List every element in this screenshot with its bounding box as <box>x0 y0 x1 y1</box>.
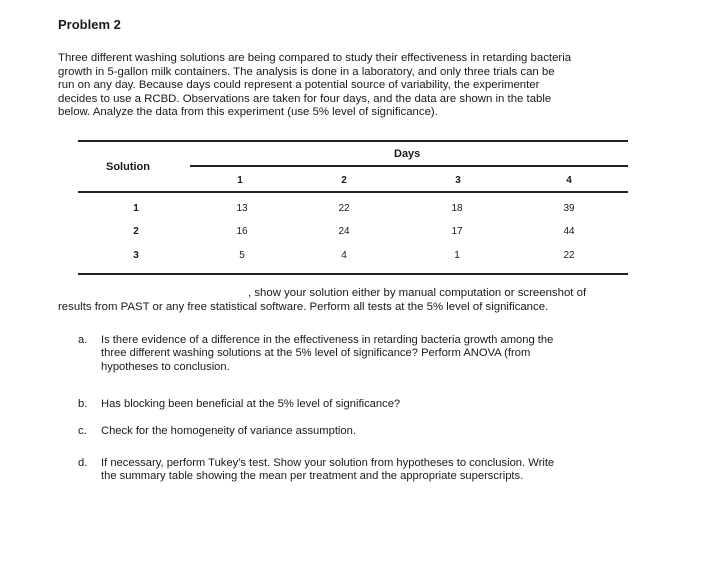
table-cell: 44 <box>563 226 575 237</box>
instructions <box>58 287 648 314</box>
instructions-line: , show your solution either by manual computation or screenshot of <box>248 287 587 299</box>
solution-header: Solution <box>106 161 150 173</box>
question-b <box>78 398 648 411</box>
question-a <box>78 334 648 374</box>
question-line: three different washing solutions at the 5% level of significance? Perform ANOVA (from <box>101 347 531 360</box>
solution-label: 1 <box>133 203 139 214</box>
table-bottom-rule <box>78 273 628 275</box>
question-line: hypotheses to conclusion. <box>101 360 230 373</box>
day-label: 4 <box>566 175 572 186</box>
table-cell: 1 <box>454 250 460 261</box>
question-text <box>101 398 648 411</box>
question-line: If necessary, perform Tukey's test. Show your solution from hypotheses to conclusion. Write <box>101 457 555 469</box>
intro-line: run on any day. Because days could represent a potential source of variability, the experimenter <box>58 79 540 92</box>
day-label: 2 <box>341 175 347 186</box>
data-table <box>78 140 628 275</box>
table-cell: 16 <box>236 226 248 237</box>
question-line: Is there evidence of a difference in the effectiveness in retarding bacteria growth among the <box>101 334 554 346</box>
problem-intro <box>58 52 654 120</box>
days-underline-rule <box>190 165 628 167</box>
question-text <box>101 425 648 438</box>
table-cell: 24 <box>338 226 350 237</box>
question-d <box>78 457 648 484</box>
question-letter: b. <box>78 398 88 410</box>
table-cell: 5 <box>239 250 245 261</box>
header-bottom-rule <box>78 191 628 193</box>
day-label: 3 <box>455 175 461 186</box>
instructions-line: results from PAST or any free statistical software. Perform all tests at the 5% level of significance. <box>58 300 549 313</box>
table-cell: 18 <box>451 203 463 214</box>
solution-label: 2 <box>133 226 139 237</box>
question-line: Check for the homogeneity of variance assumption. <box>101 425 356 437</box>
question-letter: d. <box>78 457 88 469</box>
question-line: the summary table showing the mean per treatment and the appropriate superscripts. <box>101 470 524 483</box>
intro-line: Three different washing solutions are being compared to study their effectiveness in retarding bacteria <box>58 52 572 64</box>
question-c <box>78 425 648 438</box>
question-line: Has blocking been beneficial at the 5% level of significance? <box>101 398 401 410</box>
intro-line: below. Analyze the data from this experiment (use 5% level of significance). <box>58 106 438 119</box>
days-header: Days <box>394 148 421 160</box>
table-cell: 22 <box>338 203 350 214</box>
table-top-rule <box>78 140 628 142</box>
table-cell: 22 <box>563 250 575 261</box>
question-letter: a. <box>78 334 88 346</box>
intro-line: growth in 5-gallon milk containers. The analysis is done in a laboratory, and only three trials can be <box>58 65 555 78</box>
day-label: 1 <box>237 175 243 186</box>
table-cell: 17 <box>451 226 463 237</box>
question-text <box>101 457 648 484</box>
question-text <box>101 334 648 374</box>
problem-title: Problem 2 <box>58 17 121 32</box>
question-letter: c. <box>78 425 87 437</box>
solution-label: 3 <box>133 250 139 261</box>
table-cell: 13 <box>236 203 248 214</box>
intro-line: decides to use a RCBD. Observations are taken for four days, and the data are shown in the table <box>58 92 552 105</box>
table-cell: 4 <box>341 250 347 261</box>
table-cell: 39 <box>563 203 575 214</box>
